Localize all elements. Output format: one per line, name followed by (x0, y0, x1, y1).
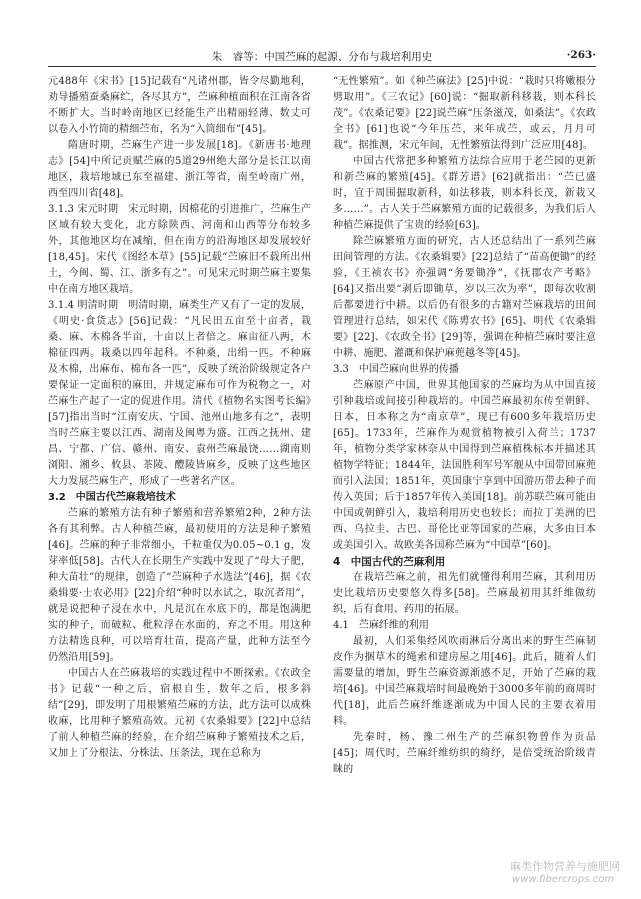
section-3-1-4: 3.1.4 明清时期 明清时期，麻类生产又有了一定的发展，《明史·食货志》[56]记载：“凡民田五亩至十亩者，栽桑、麻、木棉各半亩，十亩以上者倍之。麻亩征八两，木棉征四两。栽桑以四年起科。不种桑，出绢一匹。不种麻及木棉，出麻布、棉布各一匹”，反映了统治阶级规定各户要保证一定面积的麻田，并规定麻布可作为税物之一，对苎麻生产起了一定的促进作用。清代《植物名实图考长编》[57]指出当时“江南安庆、宁国、池州山地多有之”，表明当时苎麻主要以江西、湖南及闽粤为盛。江西之抚州、建昌、宁都、广信、赣州、南安、袁州苎麻最饶……湖南则浏阳、湘乡、攸县、茶陵、醴陵皆麻乡，反映了这些地区大力发展苎麻生产，形成了一些著名产区。 (48, 300, 311, 487)
paragraph: 在栽培苎麻之前，祖先们就懂得利用苎麻，其利用历史比栽培历史要悠久得多[58]。苎麻最初用其纤维做纺织，后有食用、药用的拓展。 (333, 572, 596, 615)
header-rule (48, 66, 596, 67)
paragraph: 中国古代常把多种繁殖方法综合应用于老苎园的更新和新苎麻的繁殖[45]。《群芳谱》[62]就指出：“苎已盛时，宜于周围掘取新科，如法移栽，则本科长茂，新栽又多……”。古人关于苎麻繁殖方面的记载很多，为我们后人种植苎麻提供了宝贵的经验[63]。 (333, 156, 596, 231)
page-number: ·263· (566, 49, 596, 61)
section-3-1-3: 3.1.3 宋元时期 宋元时期，因棉花的引进推广，苎麻生产区域有较大变化，北方除陕西、河南和山西等分布较多外，其他地区均在减缩，但在南方的沿海地区却发展较好[18,45]。宋代《图经本草》[55]记载“苎麻旧不载所出州土，今闽、蜀、江、浙多有之”。可见宋元时期苎麻主要集中在南方地区栽培。 (48, 204, 311, 295)
paragraph: “无性繁殖”。如《种苎麻法》[25]中说：“栽时只将嫩根分劈取用”。《三农记》[60]说：“掘取新科移栽，则本科长茂”。《农桑记要》[22]说苎麻“压条滋茂，如桑法”。《农政全书》[61]也说“今年压苎，来年成苎，或云，月月可栽”。据推测，宋元年间，无性繁殖法得到广泛应用[48]。 (333, 76, 596, 151)
paragraph: 除苎麻繁殖方面的研究，古人还总结出了一系列苎麻田间管理的方法。《农桑辑要》[22]总结了“苗高便锄”的经验，《王祯农书》亦强调“务要锄净”，《抚郡农产考略》[64]又指出要“剥后即锄草，岁以三次为率”，即每次收割后都要进行中耕。以后仍有很多的古籍对苎麻栽培的田间管理进行总结，如宋代《陈旉农书》[65]、明代《农桑辑要》[22]、《农政全书》[29]等，强调在种植苎麻时要注意中耕、施肥、灌溉和保护麻蔸越冬等[45]。 (333, 236, 596, 359)
section-heading-4-1: 4.1 苎麻纤维的利用 (333, 620, 429, 631)
section-heading-3-3: 3.3 中国苎麻向世界的传播 (333, 364, 459, 375)
left-column (48, 74, 311, 762)
section-heading-3-2: 3.2 中国古代苎麻栽培技术 (48, 492, 176, 503)
watermark-text: 麻类作物营养与施肥网 (510, 860, 620, 873)
paragraph: 最初，人们采集经风吹雨淋后分离出来的野生苎麻韧皮作为捆草木的绳索和建房屋之用[46]。此后，随着人们需要量的增加，野生苎麻资源渐感不足，开始了苎麻的栽培[46]。中国苎麻栽培时间最晚始于3000多年前的商周时代[18]，此后苎麻纤维逐渐成为中国人民的主要衣着用料。 (333, 636, 596, 727)
paragraph: 中国古人在苎麻栽培的实践过程中不断探索。《农政全书》记载“一种之后，宿根自生，数年之后，根多斜结”[29]，即发明了用根繁殖苎麻的方法，此方法可以成株收麻，比用种子繁殖高效。元初《农桑辑要》[22]中总结了前人种植苎麻的经验，在介绍苎麻种子繁殖技术之后，又加上了分根法、分株法、压条法，现在总称为 (48, 668, 311, 759)
section-heading-4: 4 中国古代的苎麻利用 (333, 556, 446, 568)
paragraph: 苎麻原产中国，世界其他国家的苎麻均为从中国直接引种栽培或间接引种栽培的。中国苎麻最初东传至朝鲜、日本，日本称之为“南京草”，现已有600多年栽培历史[65]。1733年，苎麻作为观赏植物被引入荷兰；1737年，植物分类学家林奈从中国得到苎麻植株标本并描述其植物学特征；1844年，法国胜利军号军舰从中国带回麻蔸而引入法国；1851年，英国康宁享到中国游历带去种子而传入英国；后于1857年传入美国[18]。前苏联苎麻可能由中国或朝鲜引入，栽培利用历史也较长；而拉丁美洲的巴西、乌拉圭、古巴、哥伦比亚等国家的苎麻，大多由日本或美国引入。故欧美各国称苎麻为“中国草”[60]。 (333, 380, 596, 551)
paragraph: 先秦时，杨、豫二州生产的苎麻织物曾作为贡品[45]；周代时，苎麻纤维纺织的绮纾，是倍受统治阶级青睐的 (333, 732, 596, 775)
paragraph: 隋唐时期，苎麻生产进一步发展[18]。《新唐书·地理志》[54]中所记贡赋苎麻的5道29州绝大部分是长江以南地区，栽培地域已东至福建、浙江等省，南至岭南广州，西至四川省[48]。 (48, 140, 311, 199)
paragraph: 苎麻的繁殖方法有种子繁殖和营养繁殖2种，2种方法各有其利弊。古人种植苎麻，最初使用的方法是种子繁殖[46]。苎麻的种子非常细小，千粒重仅为0.05~0.1 g，发芽率低[58]。古代人在长期生产实践中发现了“母大子肥，种大苗壮”的规律，创造了“苎麻种子水选法”[46]，据《农桑辑要·士农必用》[22]介绍“种时以水试之，取沉者用”，就是说把种子浸在水中，凡是沉在水底下的，都是饱满肥实的种子，而破粒、秕粒浮在水面的，弃之不用。用这种方法精选良种，可以培育壮苗，提高产量，此种方法至今仍然沿用[59]。 (48, 508, 311, 663)
watermark-url: www.fibercrops.com (512, 874, 614, 885)
running-title: 朱 睿等：中国苎麻的起源、分布与栽培利用史 (211, 51, 433, 63)
right-column (333, 74, 596, 778)
running-header (48, 47, 596, 65)
paragraph: 元488年《宋书》[15]记载有“凡诸州郡，皆令尽勤地利，劝导播殖蚕桑麻纻，各尽其方”，苎麻种植面积在江南各省不断扩大。当时岭南地区已经能生产出精丽轻薄、数丈可以卷入小竹筒的精细苎布，名为“入筒细布”[45]。 (48, 76, 311, 135)
